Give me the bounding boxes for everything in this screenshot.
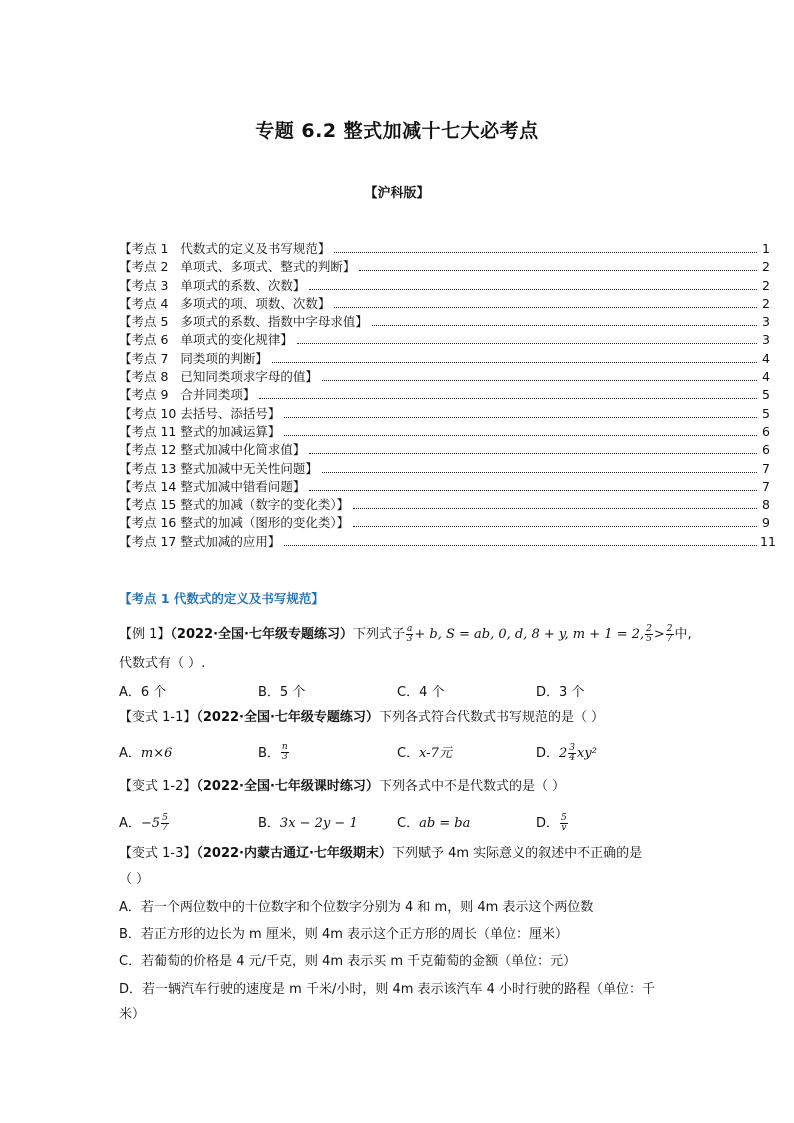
example-stem-text: 下列式子	[352, 627, 405, 642]
toc-entry-title: 整式加减中无关性问题】	[180, 460, 318, 476]
variant-1-1-options	[119, 742, 779, 762]
option-a: A．若一个两位数中的十位数字和个位数字分别为 4 和 m，则 4m 表示这个两位数	[119, 900, 594, 915]
toc-page-number: 3	[762, 314, 770, 330]
toc-page-number: 5	[762, 405, 770, 421]
toc-page-number: 7	[762, 460, 770, 476]
example-label: 【例 1】	[119, 627, 171, 642]
toc-entry[interactable]	[119, 295, 770, 313]
toc-entry[interactable]	[119, 514, 770, 532]
toc-page-number: 3	[762, 332, 770, 348]
option-a: A．−5 $\frac{5}{7}$	[119, 813, 168, 833]
toc-entry[interactable]	[119, 368, 770, 386]
toc-dot-leader	[322, 472, 757, 473]
toc-entry-number: 【考点 15	[119, 497, 181, 513]
option-c: C．若葡萄的价格是 4 元/千克，则 4m 表示买 m 千克葡萄的金额（单位：元）	[119, 954, 577, 969]
page-title: 专题 6.2 整式加减十七大必考点	[255, 120, 539, 142]
variant-label: 【变式 1-1】	[119, 710, 197, 725]
variant-1-3-stem-line2: （ ）	[119, 872, 150, 887]
example-1-options	[119, 681, 779, 701]
option-c: C．4 个	[397, 685, 445, 700]
variant-label: 【变式 1-2】	[119, 779, 197, 794]
fraction-2-over-7: $\frac{2}{7}$	[666, 624, 673, 644]
toc-entry[interactable]	[119, 313, 770, 331]
toc-dot-leader	[309, 289, 757, 290]
toc-entry-number: 【考点 4	[119, 295, 181, 311]
toc-entry-number: 【考点 16	[119, 515, 181, 531]
toc-dot-leader	[322, 380, 757, 381]
option-d: D．2 $\frac{3}{4}$ xy²	[536, 743, 597, 763]
variant-source: （2022·内蒙古通辽·七年级期末）	[196, 846, 392, 861]
toc-entry[interactable]	[119, 496, 770, 514]
toc-dot-leader	[353, 508, 757, 509]
option-b: B．若正方形的边长为 m 厘米，则 4m 表示这个正方形的周长（单位：厘米）	[119, 927, 569, 942]
toc-entry-number: 【考点 11	[119, 423, 181, 439]
toc-dot-leader	[309, 490, 757, 491]
toc-entry-number: 【考点 7	[119, 350, 181, 366]
toc-entry-title: 同类项的判断】	[180, 350, 268, 366]
example-source: （2022·全国·七年级专题练习）	[170, 627, 353, 642]
toc-dot-leader	[259, 398, 757, 399]
toc-dot-leader	[372, 325, 757, 326]
toc-page-number: 6	[762, 423, 770, 439]
toc-entry-number: 【考点 3	[119, 277, 181, 293]
expression-list: + b, S = ab, 0, d, 8 + y, m + 1 = 2,	[414, 627, 645, 642]
variant-source: （2022·全国·七年级专题练习）	[196, 710, 379, 725]
toc-entry[interactable]	[119, 423, 770, 441]
toc-page-number: 2	[762, 277, 770, 293]
option-a: A．m×6	[119, 746, 173, 761]
toc-entry-number: 【考点 2	[119, 259, 181, 275]
toc-page-number: 9	[762, 515, 770, 531]
toc-dot-leader	[284, 435, 757, 436]
section-heading: 【考点 1 代数式的定义及书写规范】	[119, 591, 324, 606]
option-a: A．6 个	[119, 685, 167, 700]
toc-page-number: 4	[762, 350, 770, 366]
toc-entry[interactable]	[119, 258, 770, 276]
toc-entry-title: 单项式的系数、次数】	[180, 277, 306, 293]
toc-entry-title: 多项式的系数、指数中字母求值】	[180, 314, 368, 330]
option-c: C．ab = ba	[397, 816, 471, 831]
toc-entry-title: 单项式的变化规律】	[180, 332, 293, 348]
toc-page-number: 4	[762, 369, 770, 385]
greater-than: >	[653, 627, 665, 642]
option-b: B．3x − 2y − 1	[258, 816, 358, 831]
option-d-continued: 米）	[119, 1007, 146, 1022]
toc-entry-title: 多项式的项、项数、次数】	[180, 295, 331, 311]
toc-page-number: 5	[762, 387, 770, 403]
toc-entry-number: 【考点 8	[119, 369, 181, 385]
toc-entry-title: 代数式的定义及书写规范】	[180, 241, 331, 256]
toc-entry-number: 【考点 14	[119, 478, 181, 494]
option-b: B．5 个	[258, 685, 306, 700]
toc-entry-title: 整式加减的应用】	[180, 533, 281, 549]
toc-dot-leader	[353, 526, 757, 527]
toc-entry[interactable]	[119, 533, 776, 551]
toc-entry-number: 【考点 1	[119, 241, 181, 256]
toc-entry[interactable]	[119, 478, 770, 496]
toc-entry-number: 【考点 10	[119, 405, 181, 421]
toc-entry[interactable]	[119, 277, 770, 295]
toc-entry[interactable]	[119, 386, 770, 404]
toc-page-number: 2	[762, 259, 770, 275]
toc-entry-title: 整式的加减运算】	[180, 423, 281, 439]
toc-entry[interactable]	[119, 405, 770, 423]
variant-1-3-stem: 【变式 1-3】（2022·内蒙古通辽·七年级期末）下列赋予 4m 实际意义的叙述中不正确的是	[119, 846, 643, 861]
toc-entry-title: 已知同类项求字母的值】	[180, 369, 318, 385]
toc-dot-leader	[297, 343, 757, 344]
edition-subtitle: 【沪科版】	[364, 186, 430, 201]
variant-source: （2022·全国·七年级课时练习）	[196, 779, 379, 794]
toc-page-number: 1	[762, 241, 770, 256]
option-d: D．3 个	[536, 685, 585, 700]
toc-dot-leader	[284, 545, 757, 546]
toc-page-number: 2	[762, 295, 770, 311]
example-1-stem-line2: 代数式有（ ）.	[119, 656, 206, 671]
example-1-stem: 【例 1】（2022·全国·七年级专题练习）下列式子 $\frac{a}{3}$ + b, S = ab, 0, d, 8 + y, m + 1 = 2, $\frac{2}{5}$ > $\frac{2}{7}$ 中,	[119, 624, 692, 644]
toc-entry-title: 去括号、添括号】	[180, 405, 281, 421]
fraction-a-over-3: $\frac{a}{3}$	[406, 624, 413, 644]
table-of-contents	[119, 240, 776, 551]
toc-entry-title: 整式加减中错看问题】	[180, 478, 306, 494]
option-d: D．若一辆汽车行驶的速度是 m 千米/小时，则 4m 表示该汽车 4 小时行驶的路程（单位：千	[119, 982, 656, 997]
toc-entry[interactable]	[119, 350, 770, 368]
variant-1-2-options	[119, 812, 779, 832]
toc-dot-leader	[309, 453, 757, 454]
toc-entry[interactable]	[119, 441, 770, 459]
toc-dot-leader	[359, 270, 757, 271]
toc-entry-title: 整式加减中化简求值】	[180, 442, 306, 458]
fraction-2-over-5: $\frac{2}{5}$	[646, 624, 652, 644]
option-d: D． $\frac{5}{v}$	[536, 813, 567, 833]
toc-entry-number: 【考点 6	[119, 332, 181, 348]
toc-page-number: 8	[762, 497, 770, 513]
toc-entry-title: 合并同类项】	[180, 387, 256, 403]
toc-dot-leader	[334, 307, 757, 308]
toc-entry[interactable]	[119, 240, 770, 258]
toc-dot-leader	[272, 362, 757, 363]
toc-entry-number: 【考点 9	[119, 387, 181, 403]
toc-entry-title: 整式的加减（数字的变化类）】	[180, 497, 350, 513]
variant-label: 【变式 1-3】	[119, 846, 197, 861]
option-c: C．x-7元	[397, 746, 452, 761]
toc-entry-title: 单项式、多项式、整式的判断】	[180, 259, 356, 275]
variant-1-2-stem: 【变式 1-2】（2022·全国·七年级课时练习）下列各式中不是代数式的是（ ）	[119, 779, 566, 794]
toc-entry-number: 【考点 12	[119, 442, 181, 458]
toc-entry-number: 【考点 13	[119, 460, 181, 476]
toc-entry[interactable]	[119, 460, 770, 478]
toc-dot-leader	[334, 252, 757, 253]
toc-entry-number: 【考点 5	[119, 314, 181, 330]
toc-entry-number: 【考点 17	[119, 533, 181, 549]
toc-entry[interactable]	[119, 331, 770, 349]
option-b: B． $\frac{n}{3}$	[258, 742, 288, 762]
toc-page-number: 7	[762, 478, 770, 494]
toc-entry-title: 整式的加减（图形的变化类）】	[180, 515, 350, 531]
toc-page-number: 11	[760, 533, 776, 549]
toc-dot-leader	[284, 417, 757, 418]
variant-1-1-stem: 【变式 1-1】（2022·全国·七年级专题练习）下列各式符合代数式书写规范的是（ ）	[119, 710, 605, 725]
toc-page-number: 6	[762, 442, 770, 458]
